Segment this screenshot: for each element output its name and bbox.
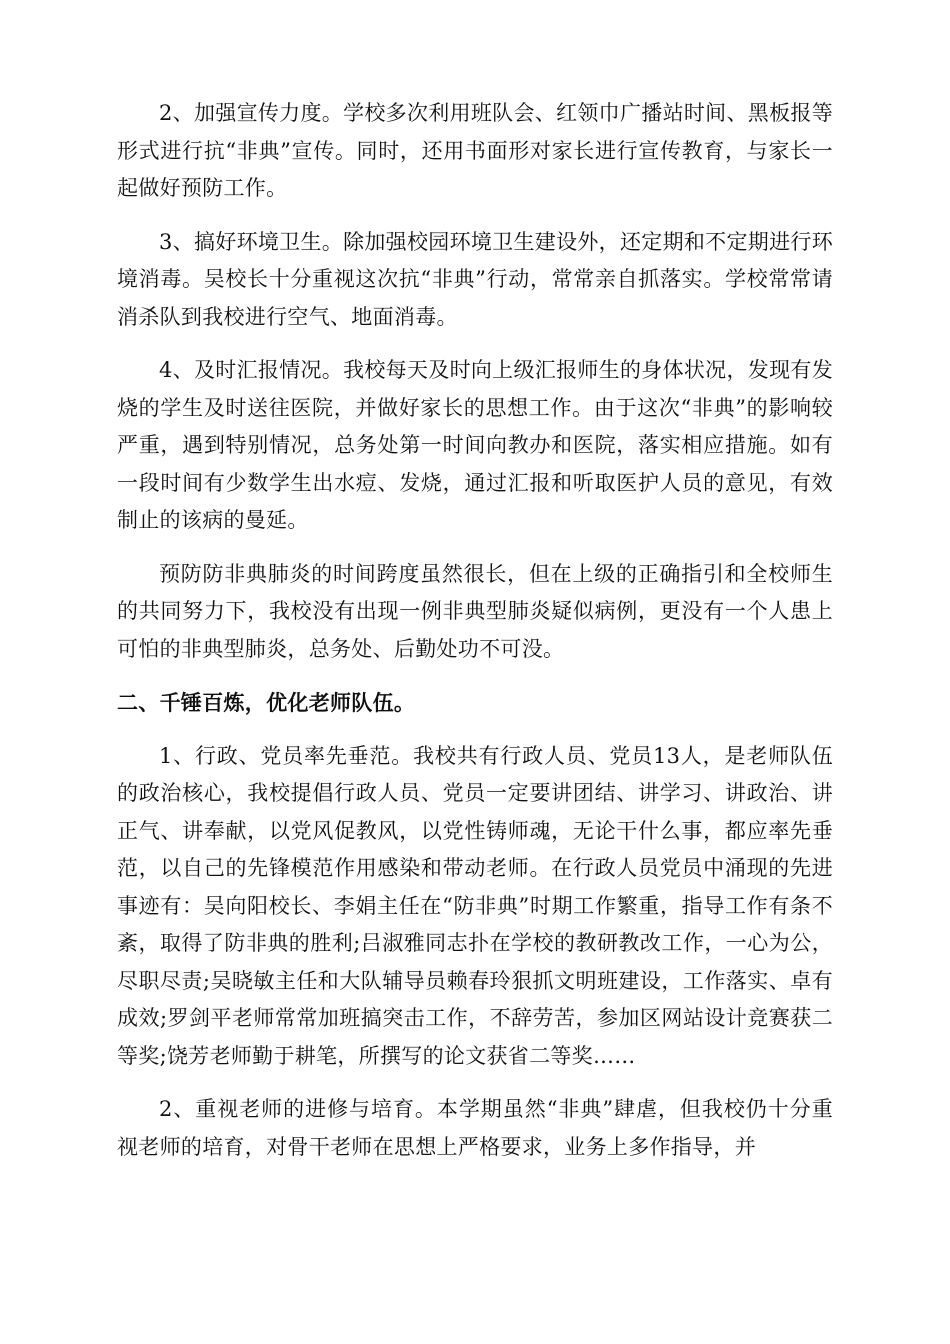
paragraph-hygiene: 3、搞好环境卫生。除加强校园环境卫生建设外，还定期和不定期进行环境消毒。吴校长十分重视这次抗“非典”行动，常常亲自抓落实。学校常常请消杀队到我校进行空气、地面消毒。 bbox=[117, 229, 833, 329]
paragraph-publicity: 2、加强宣传力度。学校多次利用班队会、红领巾广播站时间、黑板报等形式进行抗“非典”宣传。同时，还用书面形对家长进行宣传教育，与家长一起做好预防工作。 bbox=[117, 101, 833, 200]
paragraph-summary: 预防防非典肺炎的时间跨度虽然很长，但在上级的正确指引和全校师生的共同努力下，我校没有出现一例非典型肺炎疑似病例，更没有一个人患上可怕的非典型肺炎，总务处、后勤处功不可没。 bbox=[117, 561, 833, 661]
section-heading: 二、千锤百炼，优化老师队伍。 bbox=[117, 690, 416, 715]
paragraph-reporting: 4、及时汇报情况。我校每天及时向上级汇报师生的身体状况，发现有发烧的学生及时送往医院，并做好家长的思想工作。由于这次“非典”的影响较严重，遇到特别情况，总务处第一时间向教办和医院，落实相应措施。如有一段时间有少数学生出水痘、发烧，通过汇报和听取医护人员的意见，有效制止的该病的曼延。 bbox=[117, 358, 833, 532]
paragraph-teacher-training: 2、重视老师的进修与培育。本学期虽然“非典”肆虐，但我校仍十分重视老师的培育，对骨干老师在思想上严格要求，业务上多作指导，并 bbox=[117, 1097, 833, 1159]
paragraph-party-members: 1、行政、党员率先垂范。我校共有行政人员、党员13人，是老师队伍的政治核心，我校提倡行政人员、党员一定要讲团结、讲学习、讲政治、讲正气、讲奉献，以党风促教风，以党性铸师魂，无论干什么事，都应率先垂范，以自己的先锋模范作用感染和带动老师。在行政人员党员中涌现的先进事迹有：吴向阳校长、李娟主任在“防非典”时期工作繁重，指导工作有条不紊，取得了防非典的胜利;吕淑雅同志扑在学校的教研教改工作，一心为公，尽职尽责;吴晓敏主任和大队辅导员赖春玲狠抓文明班建设，工作落实、卓有成效;罗剑平老师常常加班搞突击工作，不辞劳苦，参加区网站设计竞赛获二等奖;饶芳老师勤于耕笔，所撰写的论文获省二等奖…… bbox=[117, 743, 833, 1068]
document-page bbox=[117, 95, 833, 1182]
